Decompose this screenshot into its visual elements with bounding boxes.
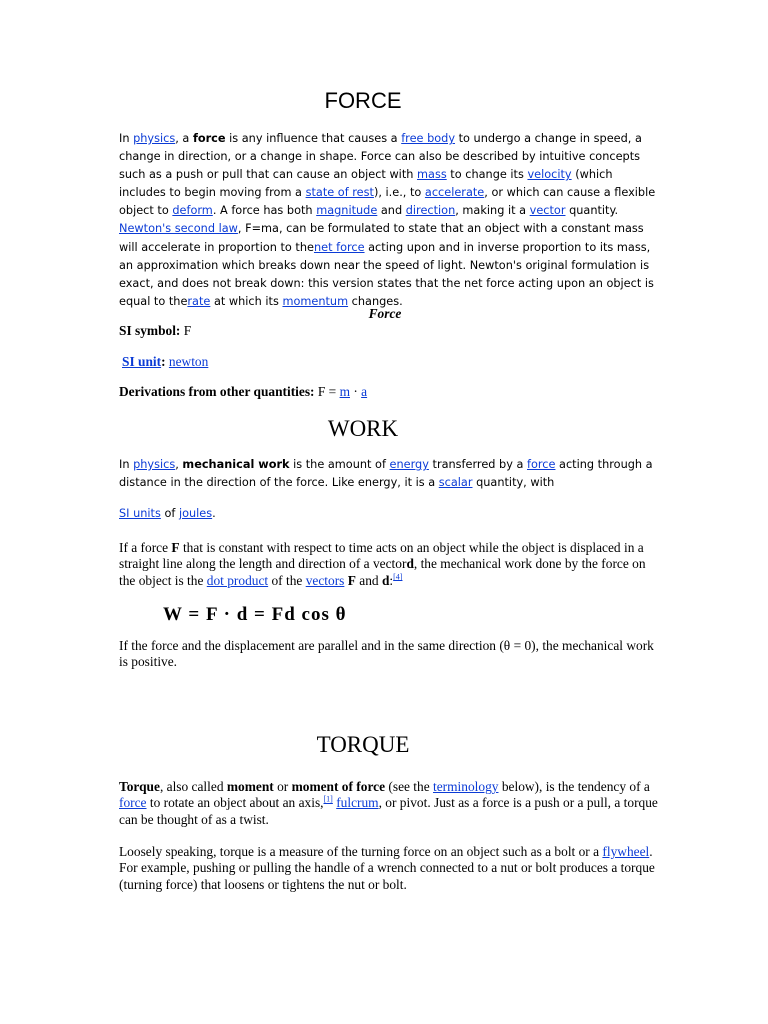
link-mass[interactable]: mass	[417, 168, 447, 182]
link-vectors[interactable]: vectors	[305, 572, 345, 588]
work-formula: W = F · d = Fd cos θ	[163, 604, 347, 625]
citation-4[interactable]: [4]	[393, 572, 403, 582]
si-symbol-row: SI symbol: F	[119, 323, 192, 338]
citation-1[interactable]: [1]	[323, 794, 333, 804]
work-paragraph-1: In physics, mechanical work is the amount of energy transferred by a force acting through a distance in the direction of the force. Like energy, it is a scalar quantity, with	[119, 458, 653, 490]
infobox-title: Force	[368, 306, 402, 321]
link-momentum[interactable]: momentum	[282, 294, 349, 308]
link-fulcrum[interactable]: fulcrum	[336, 795, 379, 811]
link-vector[interactable]: vector	[529, 204, 566, 218]
link-newtons-second-law[interactable]: Newton's second law	[119, 222, 238, 236]
torque-paragraph-2: Loosely speaking, torque is a measure of the turning force on an object such as a bolt or a flywheel. For example, pushing or pulling the handle of a wrench connected to a nut or bolt produces a torque (turning force) that loosens or tightens the nut or bolt.	[119, 844, 655, 892]
link-free-body[interactable]: free body	[401, 132, 456, 145]
link-joules[interactable]: joules	[178, 507, 213, 520]
link-terminology[interactable]: terminology	[433, 779, 499, 794]
link-rate[interactable]: rate	[187, 294, 211, 308]
link-a[interactable]: a	[361, 384, 368, 399]
force-paragraph: In physics, a force is any influence that causes a free body to undergo a change in speed, a change in direction, or a change in shape. Force can also be described by intuitive concepts such as a push or pull that can cause an object with mass to change its velocity (which includes to begin moving from a state of rest), i.e., to accelerate, or which can cause a flexible object to deform. A force has both magnitude and direction, making it a vector quantity. Newton's second law, F=ma, can be formulated to state that an object with a constant mass will accelerate in proportion to thenet force acting upon and in inverse proportion to its mass, an approximation which breaks down near the speed of light. Newton's original formulation is exact, and does not break down: this version states that the net force acting upon an object is equal to therate at which its momentum changes.	[119, 132, 656, 308]
link-direction[interactable]: direction	[405, 204, 456, 218]
link-newton[interactable]: newton	[168, 354, 209, 369]
link-si-unit[interactable]: SI unit	[122, 354, 162, 369]
link-physics[interactable]: physics	[133, 132, 176, 145]
link-scalar[interactable]: scalar	[438, 476, 473, 490]
heading-work: WORK	[327, 416, 399, 441]
link-accelerate[interactable]: accelerate	[424, 186, 485, 200]
link-deform[interactable]: deform	[172, 204, 213, 218]
link-velocity[interactable]: velocity	[527, 168, 572, 182]
si-unit-row: SI unit: newton	[122, 354, 209, 369]
torque-paragraph-1: Torque, also called moment or moment of force (see the terminology below), is the tendency of a force to rotate an object about an axis,[1] fulcrum, or pivot. Just as a force is a push or a pull, a torque can be thought of as a twist.	[119, 779, 658, 827]
work-paragraph-2: SI units of joules.	[119, 507, 216, 520]
link-physics-work[interactable]: physics	[133, 458, 176, 471]
link-si-units[interactable]: SI units	[119, 507, 161, 520]
link-energy[interactable]: energy	[389, 458, 429, 471]
link-net-force[interactable]: net force	[313, 240, 365, 254]
link-dot-product[interactable]: dot product	[206, 572, 269, 588]
work-paragraph-4: If the force and the displacement are parallel and in the same direction (θ = 0), the mechanical work is positive.	[119, 638, 654, 670]
link-m[interactable]: m	[339, 384, 350, 399]
derivations-row: Derivations from other quantities: F = m · a	[119, 384, 368, 399]
work-paragraph-3: If a force F that is constant with respect to time acts on an object while the object is displaced in a straight line along the length and direction of a vectord, the mechanical work done by the force on the object is the dot product of the vectors F and d:[4]	[119, 540, 646, 588]
link-force-work[interactable]: force	[527, 458, 556, 471]
heading-torque: TORQUE	[316, 732, 410, 757]
link-state-of-rest[interactable]: state of rest	[305, 186, 374, 200]
link-magnitude[interactable]: magnitude	[316, 204, 378, 218]
heading-force: FORCE	[324, 88, 402, 113]
link-force-torque[interactable]: force	[119, 795, 147, 811]
link-flywheel[interactable]: flywheel	[602, 844, 650, 859]
